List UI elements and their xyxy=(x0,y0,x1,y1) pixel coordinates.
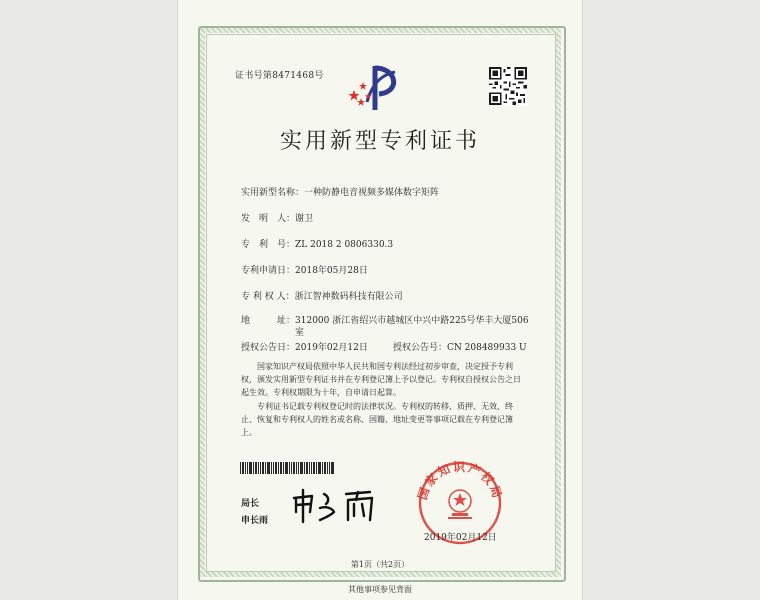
director-name-label: 申长雨 xyxy=(241,516,269,526)
patentee-value: 浙江智神数码科技有限公司 xyxy=(294,292,403,302)
address-row xyxy=(241,313,529,326)
grant-paragraph: 国家知识产权局依照中华人民共和国专利法经过初步审查，决定授予专利权，颁发实用新型专利证书并在专利登记簿上予以登记。专利权自授权公告之日起生效。专利权期限为十年，自申请日起算。 xyxy=(241,362,521,397)
filing-date-value: 2018年05月28日 xyxy=(295,266,368,276)
address-value-line2: 室 xyxy=(295,328,305,338)
filing-date-row xyxy=(241,263,368,276)
utility-model-name-value: 一种防静电音视频多媒体数字矩阵 xyxy=(304,188,440,198)
announce-number-value: CN 208489933 U xyxy=(447,343,527,353)
director-signature xyxy=(290,486,386,526)
utility-model-name-label: 实用新型名称： xyxy=(241,188,305,198)
inventor-row xyxy=(241,211,313,224)
announce-number-row xyxy=(393,340,527,353)
address-value-line1: 312000 浙江省绍兴市越城区中兴中路225号华丰大厦506 xyxy=(295,316,529,326)
inventor-label: 发 明 人： xyxy=(241,214,296,224)
announce-date-label: 授权公告日： xyxy=(241,343,296,353)
page-number: 第1页（共2页） xyxy=(350,560,410,569)
patentee-row xyxy=(241,289,403,302)
seal-date: 2019年02月12日 xyxy=(424,533,497,543)
patent-number-label: 专 利 号： xyxy=(241,240,296,250)
announce-date-value: 2019年02月12日 xyxy=(295,343,368,353)
patent-number-row xyxy=(241,237,393,250)
barcode xyxy=(240,462,334,474)
certificate-number: 证书号第8471468号 xyxy=(235,71,324,81)
legal-status-paragraph: 专利证书记载专利权登记时的法律状况。专利权的转移、质押、无效、终止、恢复和专利权人的姓名或名称、国籍、地址变更等事项记载在专利登记簿上。 xyxy=(241,402,513,437)
patentee-label: 专 利 权 人： xyxy=(241,292,295,302)
inventor-value: 谢卫 xyxy=(295,214,314,224)
announce-number-label: 授权公告号： xyxy=(393,343,448,353)
certificate-title: 实用新型专利证书 xyxy=(279,129,480,154)
patent-office-logo xyxy=(345,62,407,114)
address-label: 地 址： xyxy=(241,316,296,326)
seal-text: 国家知识产权局 xyxy=(415,460,505,502)
filing-date-label: 专利申请日： xyxy=(241,266,296,276)
director-title-label: 局长 xyxy=(241,499,260,509)
patent-number-value: ZL 2018 2 0806330.3 xyxy=(295,240,394,250)
announce-date-row xyxy=(241,340,368,353)
utility-model-name-row xyxy=(241,185,439,198)
back-note: 其他事项参见背面 xyxy=(348,585,412,594)
qr-code xyxy=(489,67,527,105)
